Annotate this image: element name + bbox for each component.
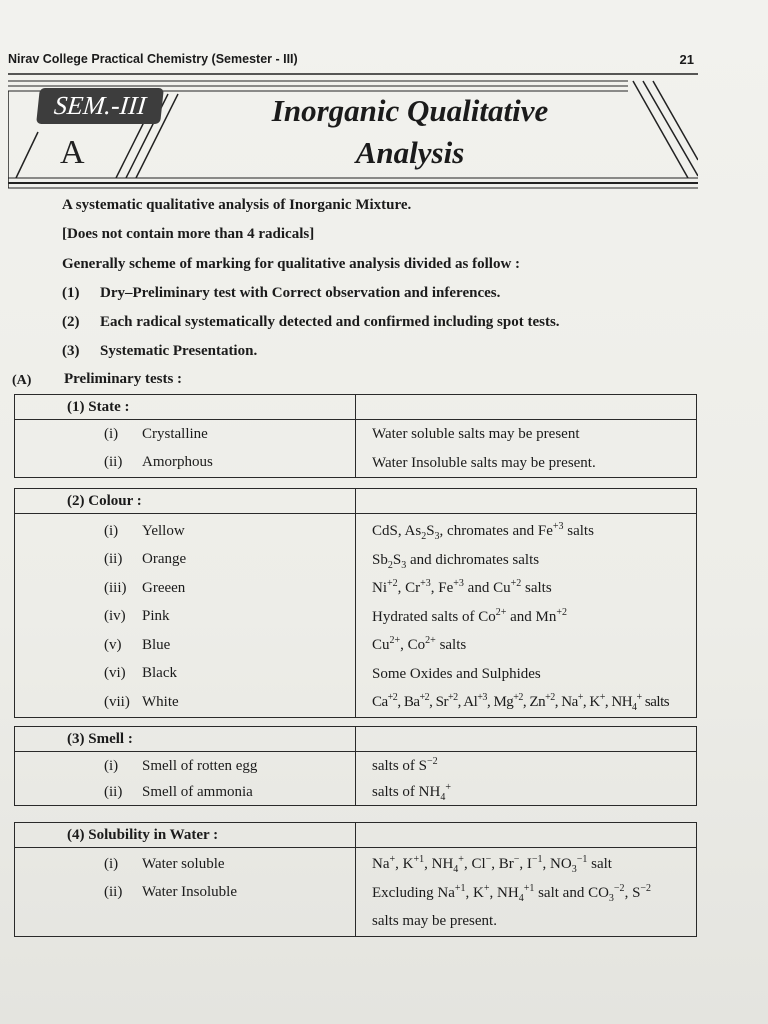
marking-point: [62, 281, 702, 310]
section-label: (A): [12, 373, 32, 388]
text-run: , Mg: [486, 694, 514, 710]
list-item: [15, 688, 355, 717]
item-label: Amorphous: [142, 454, 213, 471]
subscript: 4: [453, 864, 459, 875]
observation-cell: [15, 420, 356, 478]
table-heading: (3) Smell :: [15, 727, 356, 752]
text-run: , I: [519, 856, 532, 872]
inference-line: [356, 603, 696, 632]
table-heading-empty: [356, 727, 697, 752]
list-item: [15, 879, 355, 908]
text-run: and dichromates salts: [406, 551, 540, 568]
item-number: (iv): [104, 608, 126, 625]
text-run: S: [426, 523, 435, 539]
text-run: salts of S: [372, 758, 428, 774]
observation-cell: [15, 848, 356, 937]
superscript: +1: [454, 882, 466, 894]
superscript: −2: [640, 882, 652, 894]
item-number: (i): [104, 425, 119, 442]
superscript: +2: [387, 578, 398, 589]
list-item: [15, 449, 355, 478]
inference-line: [356, 850, 696, 879]
item-label: Orange: [142, 551, 187, 568]
semester-badge: SEM.-III: [36, 88, 164, 124]
item-label: Smell of ammonia: [142, 783, 253, 800]
text-run: Ni: [372, 580, 387, 596]
text-run: salts: [641, 694, 670, 710]
subscript: 3: [434, 531, 440, 542]
superscript: +1: [413, 854, 425, 865]
point-number: (2): [62, 314, 80, 331]
chapter-title: [200, 90, 620, 174]
superscript: −: [485, 854, 492, 865]
inference-line: [356, 753, 696, 779]
item-number: (i): [104, 522, 119, 539]
table-heading: (4) Solubility in Water :: [15, 823, 356, 848]
text-run: , K: [395, 856, 414, 872]
marking-point: [62, 310, 702, 339]
superscript: 2+: [495, 606, 507, 618]
table-heading-empty: [356, 395, 697, 420]
text-run: salt: [587, 856, 612, 872]
item-label: Greeen: [142, 579, 186, 596]
superscript: +: [483, 882, 490, 894]
item-number: (i): [104, 855, 119, 872]
superscript: +2: [419, 692, 430, 703]
superscript: −2: [613, 882, 625, 894]
colour-table: [14, 488, 697, 718]
marking-point: [62, 339, 702, 368]
text-run: , Na: [554, 694, 578, 710]
text-run: and Cu: [463, 580, 511, 596]
intro-line: Generally scheme of marking for qualitative analysis divided as follow :: [62, 255, 521, 272]
superscript: +2: [387, 692, 398, 703]
list-item: [15, 603, 355, 632]
superscript: +3: [552, 521, 564, 532]
item-label: Black: [142, 665, 177, 682]
text-run: , Ba: [397, 694, 420, 710]
item-label: Yellow: [142, 522, 185, 539]
text-run: , K: [582, 694, 600, 710]
text-run: , Co: [400, 637, 426, 653]
intro-line: [Does not contain more than 4 radicals]: [62, 226, 315, 243]
superscript: +2: [545, 692, 555, 703]
superscript: +: [577, 692, 583, 703]
table-heading-empty: [356, 823, 697, 848]
item-label: Blue: [142, 636, 171, 653]
point-number: (1): [62, 284, 80, 301]
item-label: Water soluble: [142, 855, 225, 872]
superscript: +3: [477, 692, 487, 703]
solubility-table: [14, 822, 697, 937]
section-title: Preliminary tests :: [64, 371, 183, 387]
text-run: salts: [435, 637, 467, 653]
superscript: 2+: [389, 635, 401, 646]
item-label: White: [142, 693, 179, 710]
inference-line: Water Insoluble salts may be present.: [372, 454, 596, 471]
text-run: Excluding Na: [372, 884, 455, 901]
inference-line: [356, 517, 696, 546]
superscript: +2: [510, 578, 522, 589]
item-number: (ii): [104, 884, 123, 901]
list-item: [15, 660, 355, 689]
text-run: salts: [521, 580, 552, 596]
point-number: (3): [62, 343, 80, 360]
list-item: [15, 779, 355, 805]
list-item: [15, 631, 355, 660]
superscript: +2: [556, 606, 568, 618]
chapter-title-line1: Inorganic Qualitative: [271, 93, 549, 128]
text-run: , Fe: [430, 580, 454, 596]
inference-cell: [356, 420, 697, 478]
state-table: [14, 394, 697, 478]
list-item: [15, 850, 355, 879]
subscript: 3: [571, 864, 577, 875]
item-number: (ii): [104, 454, 123, 471]
text-run: CdS, As: [372, 523, 422, 539]
inference-line: [356, 688, 696, 717]
list-item: [15, 517, 355, 546]
text-run: , Cr: [397, 580, 421, 596]
inference-line: [356, 631, 696, 660]
text-run: , Al: [457, 694, 478, 710]
superscript: +: [445, 782, 451, 793]
list-item: [15, 753, 355, 779]
inference-line: Water soluble salts may be present: [372, 426, 580, 442]
text-run: , NH: [424, 856, 454, 872]
list-item: [15, 546, 355, 575]
list-item: [15, 574, 355, 603]
superscript: −2: [427, 756, 438, 767]
subscript: 2: [421, 531, 427, 542]
observation-cell: [15, 752, 356, 806]
text-run: Ca: [372, 694, 388, 710]
text-run: salts: [563, 523, 594, 539]
text-run: , Zn: [522, 694, 546, 710]
item-label: Water Insoluble: [142, 884, 238, 901]
superscript: +2: [513, 692, 523, 703]
inference-line: salts may be present.: [372, 913, 497, 929]
text-run: , Cl: [463, 856, 486, 872]
text-run: Cu: [372, 637, 390, 653]
point-text: Systematic Presentation.: [100, 343, 258, 360]
item-number: (vii): [104, 693, 130, 710]
superscript: +2: [447, 692, 458, 703]
text-run: Na: [372, 856, 390, 872]
text-run: , NH: [489, 884, 519, 901]
subscript: 3: [401, 559, 407, 571]
point-text: Dry–Preliminary test with Correct observation and inferences.: [100, 284, 501, 301]
item-number: (v): [104, 636, 122, 653]
item-label: Crystalline: [142, 425, 208, 442]
inference-line: [356, 546, 696, 575]
subscript: 3: [608, 892, 614, 904]
inference-line: [356, 879, 696, 908]
superscript: +3: [420, 578, 431, 589]
text-run: Hydrated salts of Co: [372, 608, 496, 625]
text-run: S: [392, 551, 402, 568]
text-run: , Br: [491, 856, 514, 872]
superscript: −: [513, 854, 520, 865]
subscript: 4: [518, 892, 524, 904]
superscript: +: [636, 692, 642, 703]
text-run: , NO: [542, 856, 572, 872]
inference-line: Some Oxides and Sulphides: [372, 665, 541, 682]
text-run: salts of NH: [372, 784, 441, 800]
superscript: +: [599, 692, 605, 703]
observation-cell: [15, 514, 356, 718]
table-heading: (1) State :: [15, 395, 356, 420]
text-run: , NH: [604, 694, 633, 710]
inference-line: [356, 779, 696, 805]
superscript: +1: [523, 882, 535, 894]
superscript: +: [389, 854, 396, 865]
item-number: (i): [104, 757, 119, 774]
item-label: Smell of rotten egg: [142, 757, 258, 774]
item-number: (iii): [104, 579, 127, 596]
subscript: 4: [632, 702, 637, 713]
chapter-title-line2: Analysis: [355, 135, 465, 170]
text-run: , K: [465, 884, 484, 901]
list-item: [15, 420, 355, 449]
item-label: Pink: [142, 608, 170, 625]
item-number: (vi): [104, 665, 126, 682]
item-number: (ii): [104, 551, 123, 568]
section-letter: A: [60, 134, 85, 171]
table-heading: (2) Colour :: [15, 489, 356, 514]
text-run: Sb: [372, 551, 388, 568]
text-run: salt and CO: [534, 884, 609, 901]
superscript: −1: [576, 854, 588, 865]
superscript: 2+: [425, 635, 436, 646]
subscript: 4: [440, 792, 446, 803]
inference-cell: [356, 848, 697, 937]
smell-table: [14, 726, 697, 806]
point-text: Each radical systematically detected and confirmed including spot tests.: [100, 314, 560, 331]
table-heading-empty: [356, 489, 697, 514]
inference-cell: [356, 514, 697, 718]
inference-line: [356, 574, 696, 603]
text-run: , S: [624, 884, 641, 901]
text-run: , chromates and Fe: [439, 523, 553, 539]
item-number: (ii): [104, 783, 123, 800]
superscript: +: [458, 854, 464, 865]
text-run: and Mn: [506, 608, 557, 625]
page-number: 21: [679, 52, 694, 67]
intro-block: [62, 193, 702, 369]
intro-line: A systematic qualitative analysis of Inorganic Mixture.: [62, 197, 412, 213]
superscript: −1: [531, 854, 543, 865]
subscript: 2: [387, 559, 393, 571]
running-header: Nirav College Practical Chemistry (Semester - III): [8, 52, 298, 66]
inference-cell: [356, 752, 697, 806]
text-run: , Sr: [429, 694, 448, 710]
superscript: +3: [453, 578, 464, 589]
